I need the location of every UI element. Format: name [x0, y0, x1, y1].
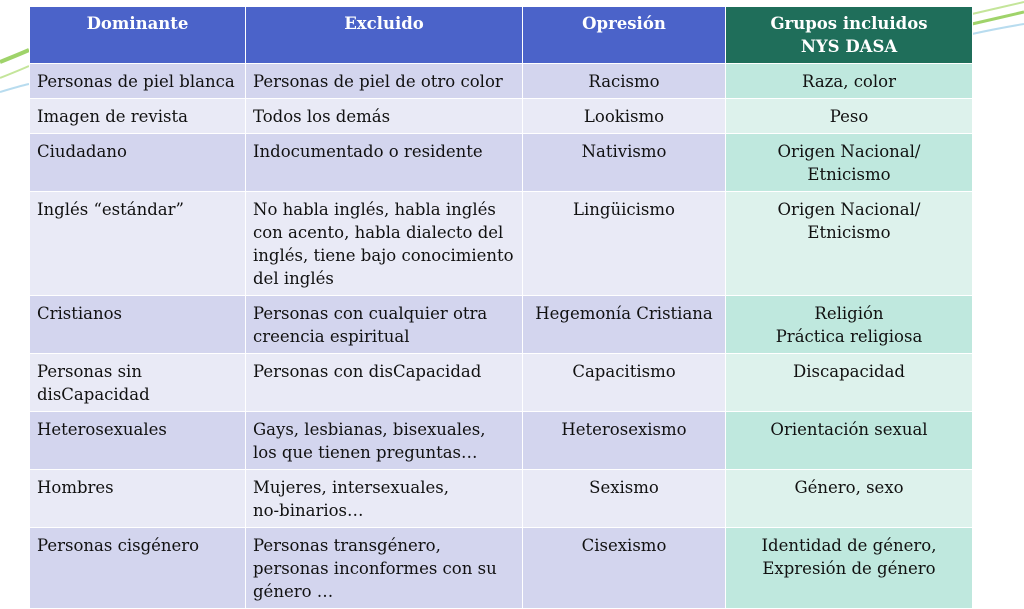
table-cell-dominant	[30, 192, 246, 296]
cell-text: Cristianos	[37, 304, 123, 323]
table-cell-oppression	[523, 470, 726, 528]
table-cell-groups	[726, 528, 973, 609]
cell-text: los que tienen preguntas…	[253, 443, 478, 462]
cell-text: Ciudadano	[37, 142, 127, 161]
cell-text: Peso	[829, 107, 869, 126]
cell-text: Etnicismo	[807, 223, 891, 242]
table-cell-dominant	[30, 99, 246, 134]
table-cell-dominant	[30, 412, 246, 470]
table-cell-excluded	[246, 528, 523, 609]
table-cell-excluded	[246, 354, 523, 412]
table-row	[30, 470, 973, 528]
cell-text: Personas transgénero,	[253, 536, 441, 555]
table-cell-excluded	[246, 412, 523, 470]
table-cell-oppression	[523, 412, 726, 470]
cell-text: Inglés “estándar”	[37, 200, 184, 219]
table-cell-dominant	[30, 134, 246, 192]
table-cell-oppression	[523, 134, 726, 192]
cell-text: Lingüicismo	[573, 200, 675, 219]
cell-text: del inglés	[253, 269, 334, 288]
table-cell-excluded	[246, 296, 523, 354]
table-cell-groups	[726, 412, 973, 470]
table-cell-groups	[726, 354, 973, 412]
table-row	[30, 296, 973, 354]
header-row	[30, 7, 973, 64]
table-cell-oppression	[523, 192, 726, 296]
table-row	[30, 528, 973, 609]
cell-text: Género, sexo	[794, 478, 904, 497]
cell-text: Raza, color	[802, 72, 896, 91]
cell-text: Origen Nacional/	[777, 200, 921, 219]
cell-text: Sexismo	[589, 478, 659, 497]
table-cell-groups	[726, 99, 973, 134]
table-cell-dominant	[30, 528, 246, 609]
cell-text: Cisexismo	[581, 536, 667, 555]
table-row	[30, 134, 973, 192]
header-included-groups: Grupos incluidos NYS DASA	[726, 7, 973, 64]
cell-text: género …	[253, 582, 334, 601]
cell-text: Gays, lesbianas, bisexuales,	[253, 420, 486, 439]
table-row	[30, 64, 973, 99]
table-cell-groups	[726, 134, 973, 192]
table-cell-dominant	[30, 354, 246, 412]
cell-text: Identidad de género,	[761, 536, 937, 555]
oppression-table	[29, 6, 973, 609]
cell-text: personas inconformes con su	[253, 559, 497, 578]
table-cell-oppression	[523, 354, 726, 412]
table-cell-groups	[726, 64, 973, 99]
cell-text: Origen Nacional/	[777, 142, 921, 161]
cell-text: Práctica religiosa	[775, 327, 923, 346]
table-cell-excluded	[246, 64, 523, 99]
table-cell-oppression	[523, 296, 726, 354]
cell-text: Nativismo	[581, 142, 667, 161]
table-cell-oppression	[523, 528, 726, 609]
header-oppression: Opresión	[523, 7, 726, 64]
table-cell-excluded	[246, 99, 523, 134]
cell-text: Etnicismo	[807, 165, 891, 184]
cell-text: Expresión de género	[762, 559, 936, 578]
cell-text: Personas con cualquier otra	[253, 304, 488, 323]
cell-text: Personas sin	[37, 362, 142, 381]
table-row	[30, 354, 973, 412]
cell-text: Racismo	[588, 72, 660, 91]
table-row	[30, 99, 973, 134]
table-cell-oppression	[523, 64, 726, 99]
table-cell-excluded	[246, 134, 523, 192]
cell-text: no-binarios…	[253, 501, 364, 520]
table-row	[30, 192, 973, 296]
table-cell-groups	[726, 192, 973, 296]
cell-text: Capacitismo	[572, 362, 676, 381]
cell-text: Orientación sexual	[770, 420, 928, 439]
cell-text: Religión	[814, 304, 884, 323]
header-dominant: Dominante	[30, 7, 246, 64]
table-cell-dominant	[30, 470, 246, 528]
cell-text: Personas cisgénero	[37, 536, 200, 555]
cell-text: Discapacidad	[793, 362, 905, 381]
table-cell-oppression	[523, 99, 726, 134]
cell-text: Todos los demás	[253, 107, 391, 126]
cell-text: Hegemonía Cristiana	[535, 304, 713, 323]
cell-text: Personas de piel blanca	[37, 72, 235, 91]
oppression-table-container	[29, 6, 972, 609]
cell-text: Heterosexuales	[37, 420, 167, 439]
table-cell-excluded	[246, 470, 523, 528]
table-cell-excluded	[246, 192, 523, 296]
cell-text: Indocumentado o residente	[253, 142, 483, 161]
cell-text: Personas con disCapacidad	[253, 362, 482, 381]
header-excluded: Excluido	[246, 7, 523, 64]
cell-text: Mujeres, intersexuales,	[253, 478, 449, 497]
cell-text: disCapacidad	[37, 385, 150, 404]
cell-text: Personas de piel de otro color	[253, 72, 503, 91]
table-cell-groups	[726, 470, 973, 528]
cell-text: Hombres	[37, 478, 114, 497]
cell-text: Imagen de revista	[37, 107, 188, 126]
cell-text: Heterosexismo	[561, 420, 687, 439]
cell-text: creencia espiritual	[253, 327, 410, 346]
cell-text: con acento, habla dialecto del	[253, 223, 504, 242]
table-cell-dominant	[30, 64, 246, 99]
cell-text: inglés, tiene bajo conocimiento	[253, 246, 514, 265]
cell-text: No habla inglés, habla inglés	[253, 200, 496, 219]
table-row	[30, 412, 973, 470]
table-cell-dominant	[30, 296, 246, 354]
cell-text: Lookismo	[583, 107, 665, 126]
table-cell-groups	[726, 296, 973, 354]
